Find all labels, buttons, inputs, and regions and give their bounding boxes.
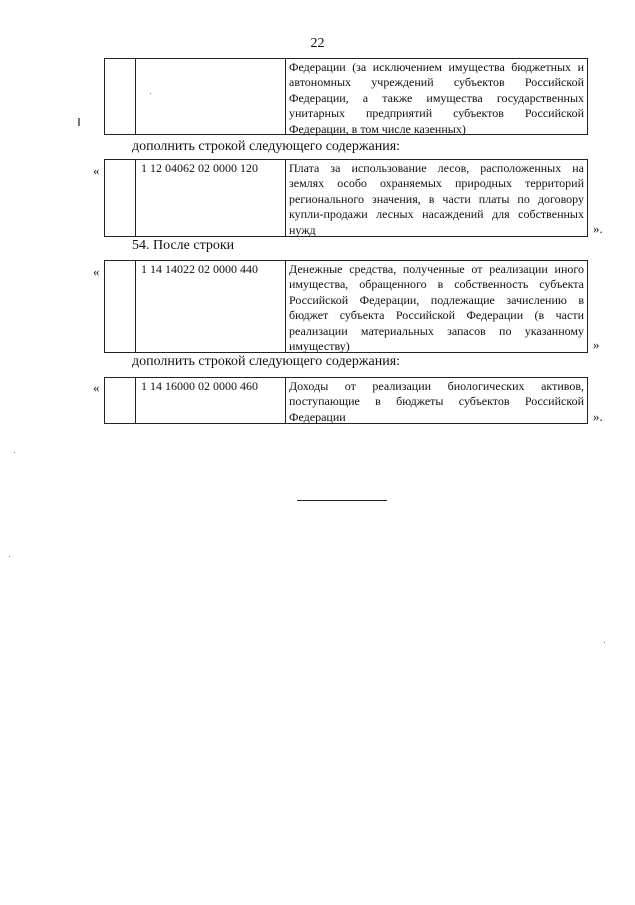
- cell-empty: [105, 160, 136, 236]
- cell-description: [289, 161, 584, 238]
- cell-description: [289, 379, 584, 425]
- end-rule: [297, 500, 387, 501]
- table-row-continuation: [104, 58, 588, 135]
- description-line: купли-продажи лесных насаждений для собственных: [289, 207, 584, 222]
- cell-empty: [105, 59, 136, 134]
- description-line: Плата за использование лесов, расположенных на: [289, 161, 584, 175]
- instruction-add-row: дополнить строкой следующего содержания:: [132, 354, 401, 369]
- scan-speck: [9, 556, 10, 557]
- cell-empty: [105, 378, 136, 423]
- scan-speck: [604, 642, 605, 643]
- description-line: автономных учреждений субъектов Российской: [289, 75, 584, 90]
- description-line: Доходы от реализации биологических активов,: [289, 379, 584, 393]
- description-line: бюджет субъекта Российской Федерации (в части: [289, 308, 584, 323]
- table-row-forest-fee: [104, 159, 588, 237]
- description-line: имущества, обращенного в собственность субъекта: [289, 277, 584, 292]
- description-line: Федерации: [289, 409, 346, 424]
- scan-speck: [14, 452, 15, 453]
- description-line: имуществу): [289, 338, 350, 353]
- page-number: 22: [310, 36, 325, 51]
- budget-code: 1 14 14022 02 0000 440: [141, 262, 258, 276]
- closing-quote: »: [593, 337, 600, 352]
- description-line: Федерации, в том числе казенных): [289, 121, 466, 136]
- description-line: Федерации (за исключением имущества бюджетных и: [289, 60, 584, 74]
- description-line: нужд: [289, 222, 316, 237]
- opening-quote: «: [93, 264, 100, 279]
- description-line: регионального значения, в части платы по договору: [289, 191, 584, 206]
- closing-quote: ».: [593, 221, 603, 236]
- description-line: реализации материальных запасов по указанному: [289, 323, 584, 338]
- description-line: унитарных предприятий субъектов Российской: [289, 106, 584, 121]
- table-row-biological-assets: [104, 377, 588, 424]
- cell-empty: [105, 261, 136, 352]
- closing-quote: ».: [593, 409, 603, 424]
- opening-quote: «: [93, 163, 100, 178]
- cell-description: [289, 60, 584, 137]
- instruction-add-row: дополнить строкой следующего содержания:: [132, 139, 401, 154]
- description-line: землях особо охраняемых природных территорий: [289, 176, 584, 191]
- opening-quote: «: [93, 380, 100, 395]
- budget-code: 1 14 16000 02 0000 460: [141, 379, 258, 393]
- description-line: поступающие в бюджеты субъектов Российской: [289, 394, 584, 409]
- budget-code: 1 12 04062 02 0000 120: [141, 161, 258, 175]
- scan-speck: [150, 93, 151, 94]
- description-line: Российской Федерации, подлежащие зачислению в: [289, 292, 584, 307]
- cell-description: [289, 262, 584, 354]
- scan-speck: [78, 118, 80, 126]
- cell-code: [135, 59, 286, 134]
- table-row-property-sale: [104, 260, 588, 353]
- description-line: Федерации, а также имущества государственных: [289, 90, 584, 105]
- description-line: Денежные средства, полученные от реализации иного: [289, 262, 584, 276]
- item-54-heading: 54. После строки: [132, 238, 235, 253]
